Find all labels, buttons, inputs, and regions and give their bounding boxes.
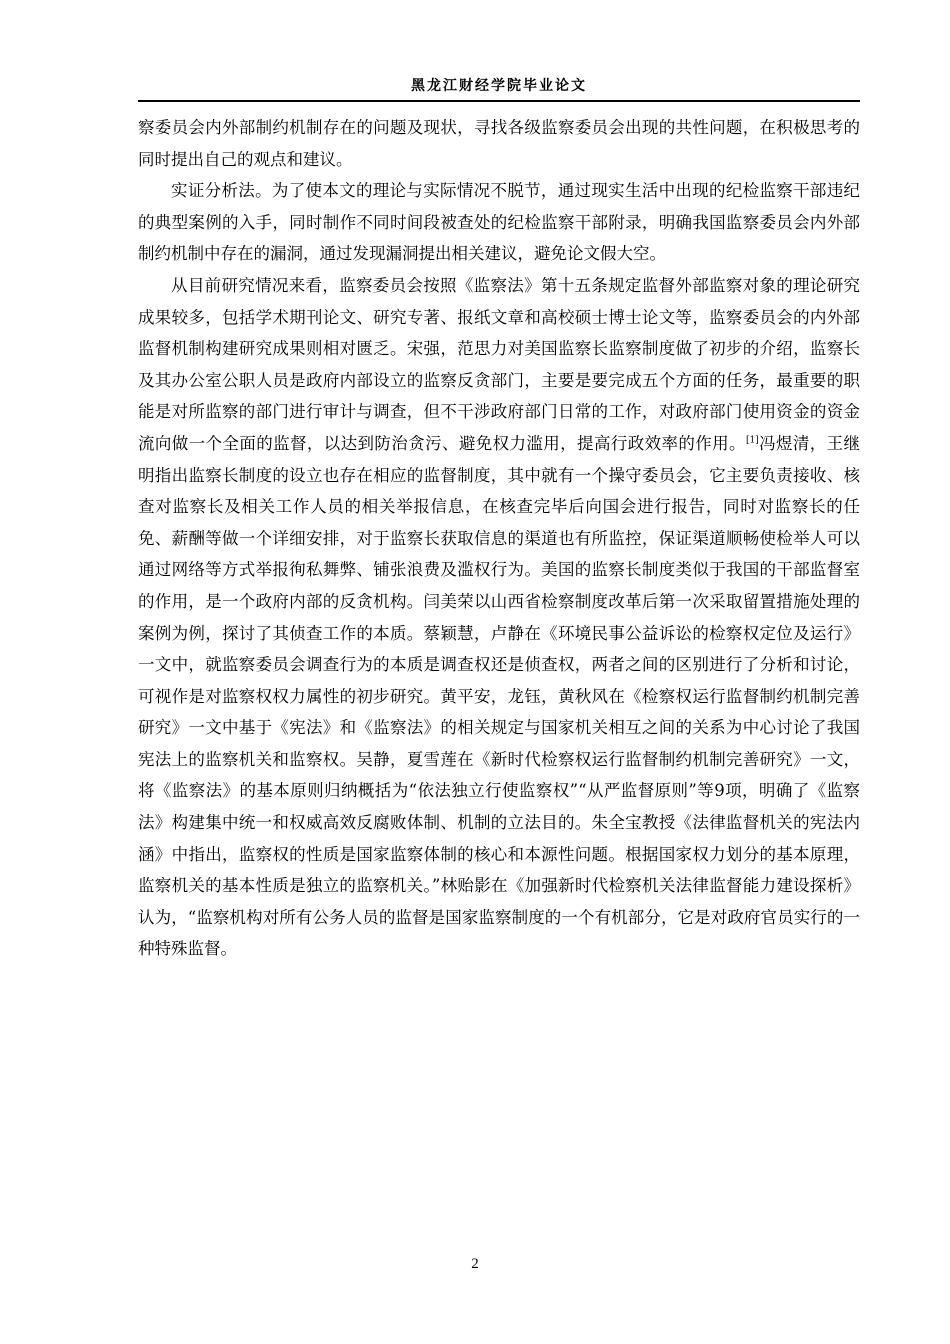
header-rule <box>138 100 860 102</box>
citation-reference[interactable]: [1] <box>745 435 759 446</box>
body-text <box>138 112 860 965</box>
paragraph <box>138 270 860 965</box>
paragraph: 实证分析法。为了使本文的理论与实际情况不脱节，通过现实生活中出现的纪检监察干部违纪的典型案例的入手，同时制作不同时间段被查处的纪检监察干部附录，明确我国监察委员会内外部制约机制中存在的漏洞，通过发现漏洞提出相关建议，避免论文假大空。 <box>138 181 860 264</box>
page-number: 2 <box>471 1256 479 1272</box>
paragraph: 察委员会内外部制约机制存在的问题及现状，寻找各级监察委员会出现的共性问题，在积极思考的同时提出自己的观点和建议。 <box>138 118 860 169</box>
running-header: 黑龙江财经学院毕业论文 <box>411 78 587 94</box>
paragraph-text: 冯煜清，王继明指出监察长制度的设立也存在相应的监督制度，其中就有一个操守委员会，它主要负责接收、核查对监察长及相关工作人员的相关举报信息，在核查完毕后向国会进行报告，同时对监察长的任免、薪酬等做一个详细安排，对于监察长获取信息的渠道也有所监控，保证渠道顺畅使检举人可以通过网络等方式举报徇私舞弊、铺张浪费及滥权行为。美国的监察长制度类似于我国的干部监督室的作用，是一个政府内部的反贪机构。闫美荣以山西省检察制度改革后第一次采取留置措施处理的案例为例，探讨了其侦查工作的本质。蔡颖慧，卢静在《环境民事公益诉讼的检察权定位及运行》一文中，就监察委员会调查行为的本质是调查权还是侦查权，两者之间的区别进行了分析和讨论，可视作是对监察权权力属性的初步研究。黄平安，龙钰，黄秋风在《检察权运行监督制约机制完善研究》一文中基于《宪法》和《监察法》的相关规定与国家机关相互之间的关系为中心讨论了我国宪法上的监察机关和监察权。吴静，夏雪莲在《新时代检察权运行监督制约机制完善研究》一文，将《监察法》的基本原则归纳概括为“依法独立行使监察权”“从严监督原则”等9项，明确了《监察法》构建集中统一和权威高效反腐败体制、机制的立法目的。朱全宝教授《法律监督机关的宪法内涵》中指出，监察权的性质是国家监察体制的核心和本源性问题。根据国家权力划分的基本原理，监察机关的基本性质是独立的监察机关。”林贻影在《加强新时代检察机关法律监督能力建设探析》认为，“监察机构对所有公务人员的监督是国家监察制度的一个有机部分，它是对政府官员实行的一种特殊监督。 <box>138 433 861 959</box>
paragraph-text: 从目前研究情况来看，监察委员会按照《监察法》第十五条规定监督外部监察对象的理论研究成果较多，包括学术期刊论文、研究专著、报纸文章和高校硕士博士论文等，监察委员会的内外部监督机制构建研究成果则相对匮乏。宋强，范思力对美国监察长监察制度做了初步的介绍，监察长及其办公室公职人员是政府内部设立的监察反贪部门，主要是要完成五个方面的任务，最重要的职能是对所监察的部门进行审计与调查，但不干涉政府部门日常的工作，对政府部门使用资金的资金流向做一个全面的监督，以达到防治贪污、避免权力滥用，提高行政效率的作用。 <box>138 275 860 453</box>
